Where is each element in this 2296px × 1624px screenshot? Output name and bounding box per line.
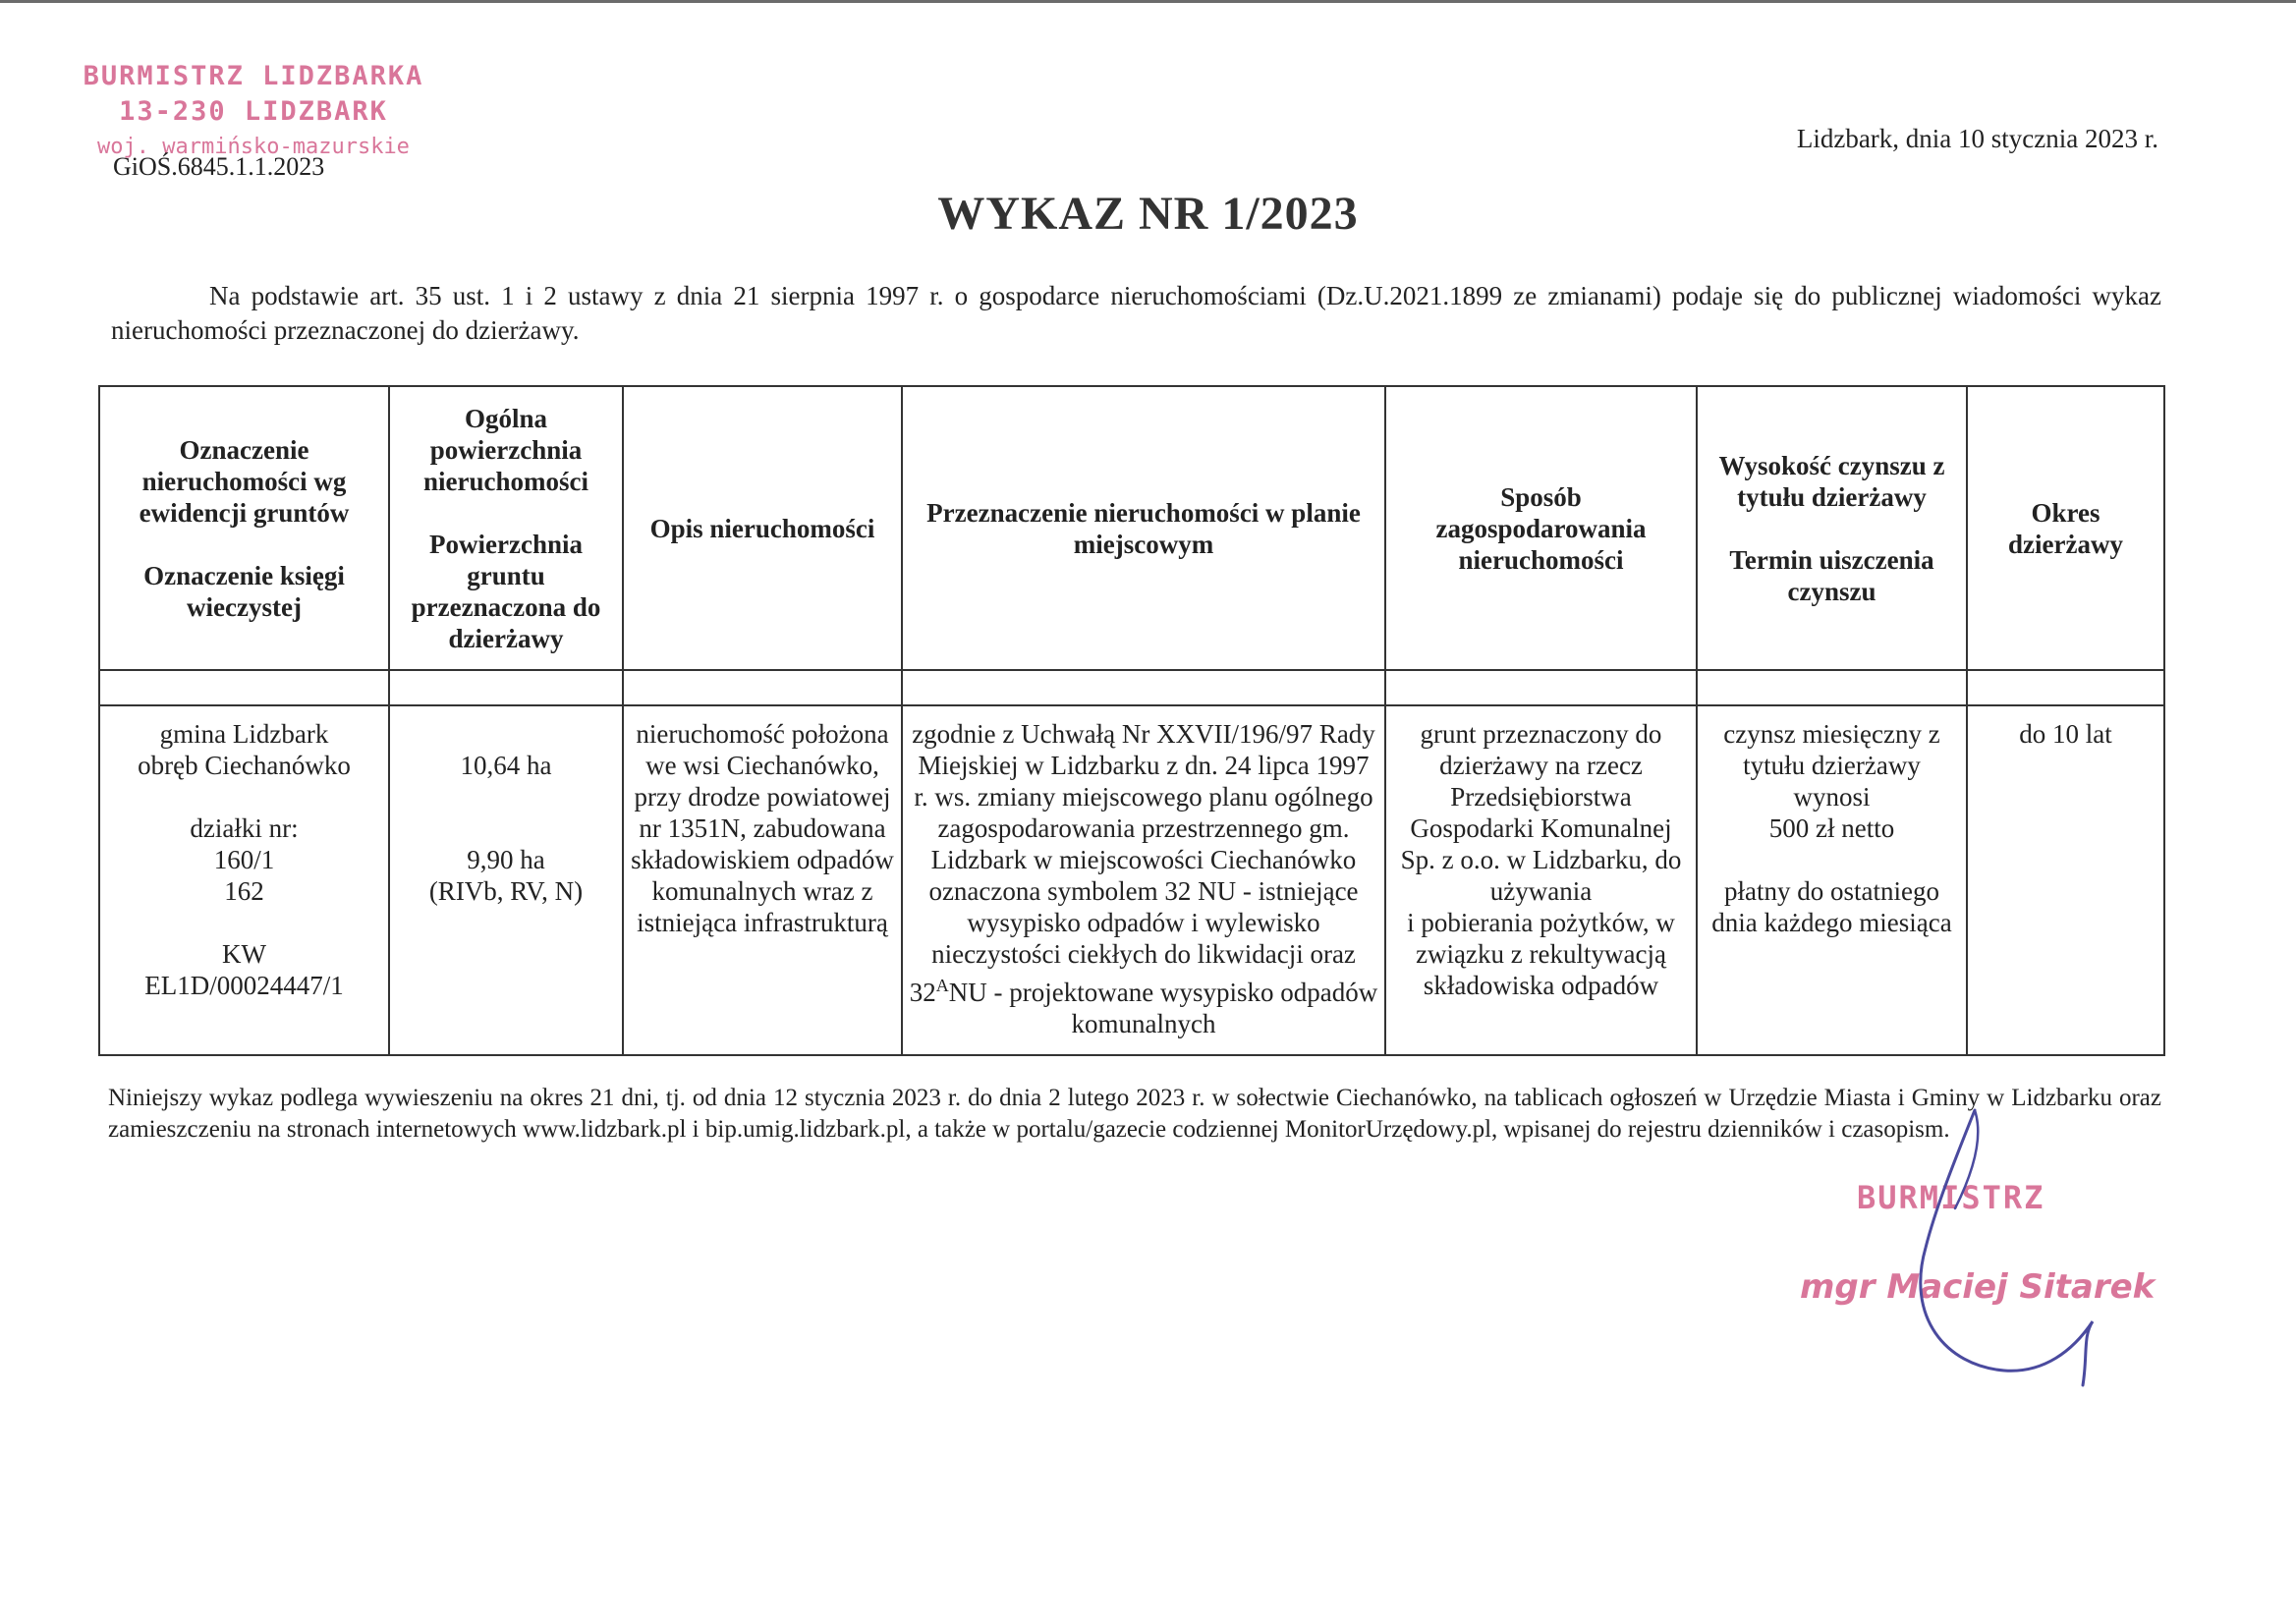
cell-text: 10,64 ha	[460, 751, 552, 780]
header-text: Powierzchnia gruntu przeznaczona do dzierżawy	[411, 529, 601, 653]
intro-paragraph: Na podstawie art. 35 ust. 1 i 2 ustawy z dnia 21 sierpnia 1997 r. o gospodarce nieruchomościami (Dz.U.2021.1899 ze zmianami) podaje się do publicznej wiadomości wykaz nieruchomości przeznaczonej do dzierżawy.	[111, 281, 2161, 345]
cell-plan-purpose	[902, 705, 1385, 1055]
signature-title: BURMISTRZ	[1857, 1179, 2045, 1216]
cell-text: gmina Lidzbark	[159, 719, 329, 749]
cell-text: 162	[224, 876, 264, 906]
document-title: WYKAZ NR 1/2023	[937, 188, 1359, 240]
header-description: Opis nieruchomości	[623, 386, 902, 670]
header-text: Wysokość czynszu z tytułu dzierżawy	[1718, 450, 1945, 512]
stamp-line-1: BURMISTRZ LIDZBARKA	[83, 61, 424, 91]
stamp-line-3: woj. warmińsko-mazurskie	[97, 135, 410, 159]
cell-area	[389, 705, 623, 1055]
document-date: Lidzbark, dnia 10 stycznia 2023 r.	[1796, 124, 2158, 153]
cell-text: grunt przeznaczony do dzierżawy na rzecz Przedsiębiorstwa Gospodarki Komunalnej Sp. z o.o. w Lidzbarku, do używania	[1400, 719, 1682, 906]
cell-text: i pobierania pożytków, w związku z rekultywacją składowiska odpadów	[1407, 908, 1675, 1000]
cell-property-designation	[99, 705, 389, 1055]
cell-text: KW	[222, 939, 266, 969]
office-stamp	[67, 59, 440, 165]
header-text: Ogólna powierzchnia nieruchomości	[423, 403, 588, 496]
table-row	[99, 705, 2164, 1055]
cell-text: 160/1	[213, 845, 275, 874]
header-text: Termin uiszczenia czynszu	[1729, 544, 1934, 606]
stamp-line-2: 13-230 LIDZBARK	[119, 96, 388, 127]
table-spacer-row	[99, 670, 2164, 705]
cell-text: 9,90 ha	[467, 845, 545, 874]
cell-text: do 10 lat	[2019, 719, 2112, 749]
header-plan-purpose: Przeznaczenie nieruchomości w planie miejscowym	[902, 386, 1385, 670]
header-text: Oznaczenie księgi wieczystej	[143, 560, 345, 622]
cell-text: 500 zł netto	[1768, 813, 1895, 843]
header-lease-period: Okres dzierżawy	[1967, 386, 2164, 670]
cell-usage	[1385, 705, 1697, 1055]
property-table	[98, 385, 2163, 1056]
cell-text: zgodnie z Uchwałą Nr XXVII/196/97 Rady Miejskiej w Lidzbarku z dn. 24 lipca 1997 r. ws. zmiany miejscowego planu ogólnego zagospodarowania przestrzennego gm. Lidzbark w miejscowości Ciechanówko oznaczona symbolem 32 NU - istniejące wysypisko odpadów i wylewisko nieczystości ciekłych do likwidacji oraz 32	[909, 719, 1375, 1007]
cell-text: czynsz miesięczny z tytułu dzierżawy wynosi	[1723, 719, 1940, 812]
header-usage: Sposób zagospodarowania nieruchomości	[1385, 386, 1697, 670]
header-rent	[1697, 386, 1967, 670]
header-property-designation	[99, 386, 389, 670]
cell-superscript: A	[935, 976, 949, 995]
table-header-row	[99, 386, 2164, 670]
header-text: Oznaczenie nieruchomości wg ewidencji gruntów	[139, 434, 350, 528]
top-border	[0, 0, 2296, 3]
cell-text: NU - projektowane wysypisko odpadów komunalnych	[948, 978, 1378, 1038]
header-area	[389, 386, 623, 670]
cell-description: nieruchomość położona we wsi Ciechanówko, przy drodze powiatowej nr 1351N, zabudowana składowiskiem odpadów komunalnych wraz z istniejąca infrastrukturą	[623, 705, 902, 1055]
cell-text: (RIVb, RV, N)	[428, 876, 584, 906]
signature-name: mgr Maciej Sitarek	[1800, 1267, 2156, 1307]
cell-rent	[1697, 705, 1967, 1055]
cell-text: obręb Ciechanówko	[138, 751, 351, 780]
cell-text: działki nr:	[190, 813, 299, 843]
cell-lease-period	[1967, 705, 2164, 1055]
handwritten-signature	[1788, 1100, 2142, 1395]
reference-number: GiOŚ.6845.1.1.2023	[113, 152, 325, 181]
cell-text: płatny do ostatniego dnia każdego miesiąca	[1711, 876, 1952, 937]
cell-text: EL1D/00024447/1	[144, 971, 344, 1000]
footer-paragraph: Niniejszy wykaz podlega wywieszeniu na okres 21 dni, tj. od dnia 12 stycznia 2023 r. do dnia 2 lutego 2023 r. w sołectwie Ciechanówko, na tablicach ogłoszeń w Urzędzie Miasta i Gminy w Lidzbarku oraz zamieszczeniu na stronach internetowych www.lidzbark.pl i bip.umig.lidzbark.pl, a także w portalu/gazecie codziennej MonitorUrzędowy.pl, wpisanej do rejestru dzienników i czasopism.	[108, 1085, 2161, 1143]
